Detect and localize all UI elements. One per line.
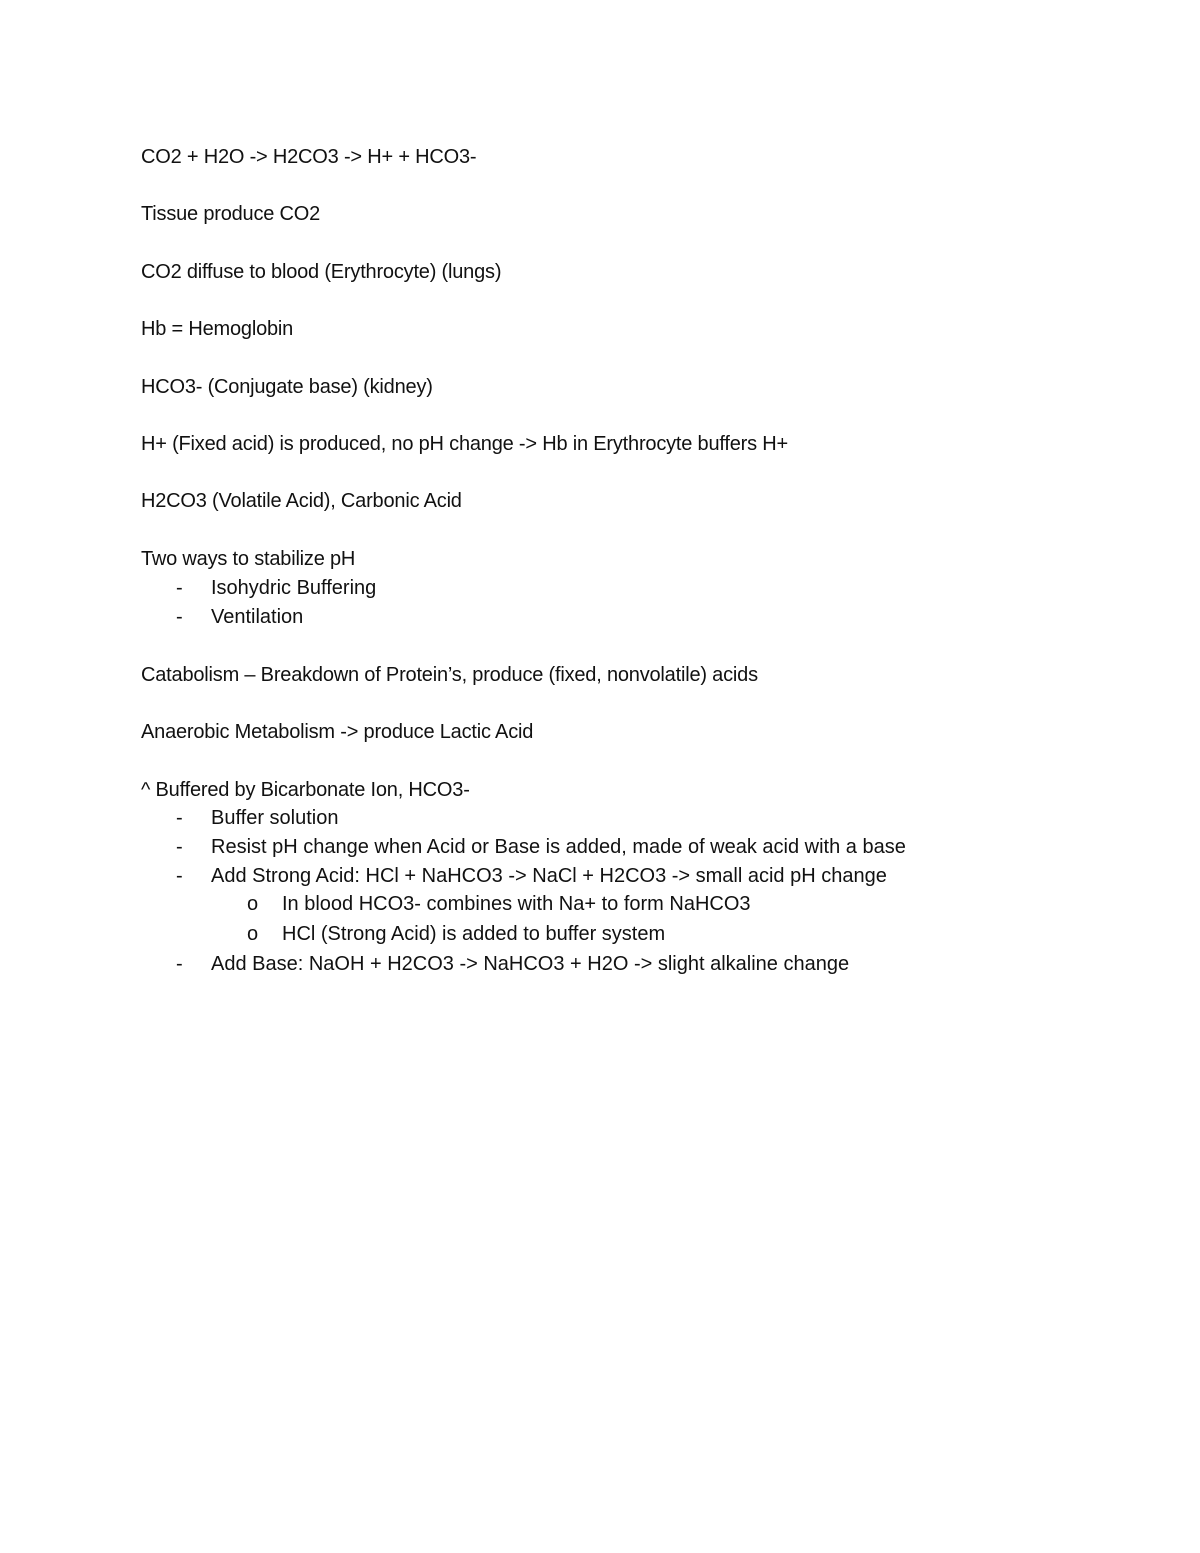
list-item: Ventilation xyxy=(211,606,304,628)
dash-bullet-marker: - xyxy=(176,807,183,829)
text-line: Anaerobic Metabolism -> produce Lactic Acid xyxy=(141,721,534,743)
list-item: Add Strong Acid: HCl + NaHCO3 -> NaCl + H2CO3 -> small acid pH change xyxy=(211,865,887,887)
sub-list-item: HCl (Strong Acid) is added to buffer system xyxy=(282,923,666,945)
dash-bullet-marker: - xyxy=(176,577,183,599)
text-line: H2CO3 (Volatile Acid), Carbonic Acid xyxy=(141,490,462,512)
text-line: Hb = Hemoglobin xyxy=(141,318,294,340)
list-item: Resist pH change when Acid or Base is added, made of weak acid with a base xyxy=(211,836,906,858)
text-line: HCO3- (Conjugate base) (kidney) xyxy=(141,376,433,398)
equation-line: CO2 + H2O -> H2CO3 -> H+ + HCO3- xyxy=(141,146,477,168)
text-line: H+ (Fixed acid) is produced, no pH change -> Hb in Erythrocyte buffers H+ xyxy=(141,433,789,455)
text-line: ^ Buffered by Bicarbonate Ion, HCO3- xyxy=(141,779,470,801)
text-line: Two ways to stabilize pH xyxy=(141,548,356,570)
text-line: CO2 diffuse to blood (Erythrocyte) (lungs) xyxy=(141,261,502,283)
text-line: Catabolism – Breakdown of Protein’s, produce (fixed, nonvolatile) acids xyxy=(141,664,758,686)
dash-bullet-marker: - xyxy=(176,953,183,975)
dash-bullet-marker: - xyxy=(176,865,183,887)
sub-list-item: In blood HCO3- combines with Na+ to form NaHCO3 xyxy=(282,893,751,915)
text-line: Tissue produce CO2 xyxy=(141,203,321,225)
circle-bullet-marker: o xyxy=(247,923,259,945)
dash-bullet-marker: - xyxy=(176,836,183,858)
list-item: Add Base: NaOH + H2CO3 -> NaHCO3 + H2O -> slight alkaline change xyxy=(211,953,850,975)
circle-bullet-marker: o xyxy=(247,893,259,915)
list-item: Isohydric Buffering xyxy=(211,577,377,599)
dash-bullet-marker: - xyxy=(176,606,183,628)
list-item: Buffer solution xyxy=(211,807,339,829)
